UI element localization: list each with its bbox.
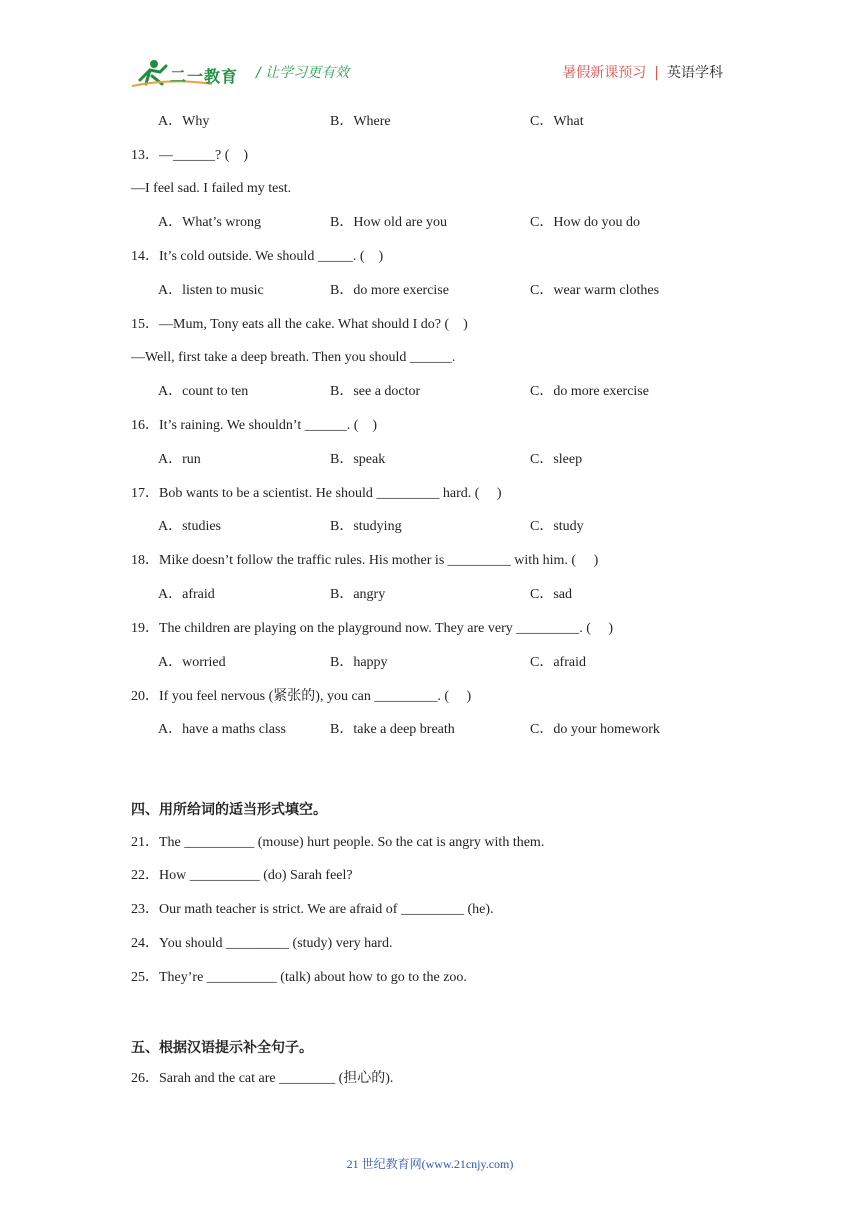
option-a: A．studies [158, 519, 221, 534]
fill-item: 24．You should _________ (study) very hard. [131, 936, 393, 951]
option-c: C．wear warm clothes [530, 283, 660, 298]
question-stem: 19．The children are playing on the playground now. They are very _________. ( ) [131, 621, 614, 636]
option-a: A．Why [158, 114, 210, 129]
fill-item: 25．They’re __________ (talk) about how to go to the zoo. [131, 970, 467, 985]
header-slogan: / 让学习更有效 [256, 65, 350, 81]
logo-text: 二一教育 [170, 67, 239, 86]
option-b: B．How old are you [330, 215, 448, 230]
option-c: C．do your homework [530, 722, 660, 737]
page-footer: 21 世纪教育网(www.21cnjy.com) [346, 1157, 514, 1171]
option-c: C．afraid [530, 655, 586, 670]
option-a: A．count to ten [158, 384, 249, 399]
option-a: A．listen to music [158, 283, 264, 298]
option-c: C．do more exercise [530, 384, 649, 399]
fill-item: 22．How __________ (do) Sarah feel? [131, 868, 353, 883]
fill-item: 21．The __________ (mouse) hurt people. So the cat is angry with them. [131, 835, 545, 850]
option-b: B．Where [330, 114, 391, 129]
option-b: B．studying [330, 519, 402, 534]
page-header [0, 0, 860, 100]
question-stem: 20．If you feel nervous (紧张的), you can _________. ( ) [131, 689, 472, 704]
fill-item: 26．Sarah and the cat are ________ (担心的). [131, 1071, 394, 1086]
question-stem: 17．Bob wants to be a scientist. He should _________ hard. ( ) [131, 486, 502, 501]
option-a: A．have a maths class [158, 722, 286, 737]
header-right [562, 62, 723, 82]
option-b: B．do more exercise [330, 283, 449, 298]
header-course: 暑假新课预习 [562, 65, 647, 81]
option-c: C．sleep [530, 452, 583, 467]
option-c: C．What [530, 114, 584, 129]
header-subject: 英语学科 [667, 65, 723, 81]
section-title: 五、根据汉语提示补全句子。 [131, 1040, 313, 1056]
option-c: C．How do you do [530, 215, 641, 230]
option-a: A．afraid [158, 587, 215, 602]
option-c: C．study [530, 519, 584, 534]
option-b: B．angry [330, 587, 386, 602]
option-b: B．take a deep breath [330, 722, 455, 737]
question-stem: 16．It’s raining. We shouldn’t ______. ( ) [131, 418, 378, 433]
option-a: A．worried [158, 655, 226, 670]
option-a: A．run [158, 452, 201, 467]
question-stem-line2: —I feel sad. I failed my test. [131, 181, 292, 196]
option-a: A．What’s wrong [158, 215, 262, 230]
question-stem: 18．Mike doesn’t follow the traffic rules. His mother is _________ with him. ( ) [131, 553, 599, 568]
question-stem-line2: —Well, first take a deep breath. Then you should ______. [131, 350, 456, 365]
question-stem: 14．It’s cold outside. We should _____. ( ) [131, 249, 384, 264]
question-stem: 13．—______? ( ) [131, 148, 249, 163]
option-b: B．see a doctor [330, 384, 421, 399]
option-c: C．sad [530, 587, 572, 602]
option-b: B．speak [330, 452, 386, 467]
section-title: 四、用所给词的适当形式填空。 [131, 802, 327, 818]
question-stem: 15．—Mum, Tony eats all the cake. What should I do? ( ) [131, 317, 468, 332]
fill-item: 23．Our math teacher is strict. We are afraid of _________ (he). [131, 902, 494, 917]
header-separator: | [654, 65, 659, 81]
option-b: B．happy [330, 655, 388, 670]
